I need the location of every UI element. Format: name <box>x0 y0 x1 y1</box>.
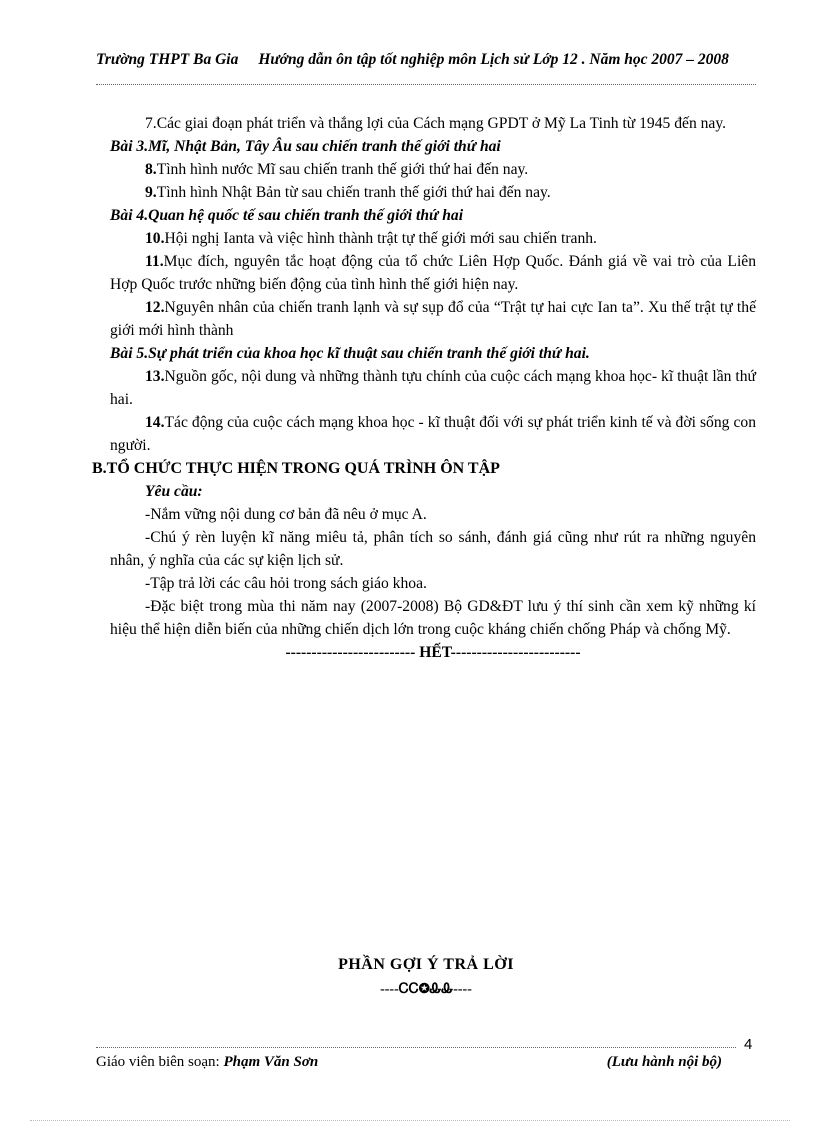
document-body <box>92 112 756 680</box>
requirement-point: -Nắm vững nội dung cơ bản đã nêu ở mục A. <box>145 506 427 523</box>
requirement-label: Yêu cầu: <box>145 483 203 500</box>
author-name: Phạm Văn Sơn <box>223 1054 319 1070</box>
ornament-divider: ----ᏟᏟ✪ᎲᎲ---- <box>380 982 472 997</box>
circulation-note: (Lưu hành nội bộ) <box>606 1054 722 1070</box>
author-label: Giáo viên biên soạn: <box>96 1054 220 1070</box>
question-item: 10.Hội nghị Ianta và việc hình thành trật tự thế giới mới sau chiến tranh. <box>145 230 597 247</box>
requirement-point: -Đặc biệt trong mùa thi năm nay (2007-2008) Bộ GD&ĐT lưu ý thí sinh cần xem kỹ những kí hiệu thể hiện diễn biến của những chiến dịch lớn trong cuộc kháng chiến chống Pháp và chống Mỹ. <box>110 598 756 638</box>
footer-divider <box>96 1047 736 1048</box>
answer-section-title: PHẦN GỢI Ý TRẢ LỜI <box>338 956 514 973</box>
question-item: 8.Tình hình nước Mĩ sau chiến tranh thế giới thứ hai đến nay. <box>145 161 529 178</box>
lesson-heading: Bài 3.Mĩ, Nhật Bản, Tây Âu sau chiến tranh thế giới thứ hai <box>110 138 501 155</box>
question-item: 14.Tác động của cuộc cách mạng khoa học - kĩ thuật đối với sự phát triển kinh tế và đời sống con người. <box>110 414 756 454</box>
requirement-point: -Tập trả lời các câu hỏi trong sách giáo khoa. <box>145 575 427 592</box>
question-item: 9.Tình hình Nhật Bản từ sau chiến tranh thế giới thứ hai đến nay. <box>145 184 551 201</box>
requirement-point: -Chú ý rèn luyện kĩ năng miêu tả, phân tích so sánh, đánh giá cũng như rút ra những nguyên nhân, ý nghĩa của các sự kiện lịch sử. <box>110 529 756 569</box>
header-divider <box>96 84 756 85</box>
question-item: 7.Các giai đoạn phát triển và thắng lợi của Cách mạng GPDT ở Mỹ La Tinh từ 1945 đến nay. <box>145 115 727 132</box>
question-item: 11.Mục đích, nguyên tắc hoạt động của tổ chức Liên Hợp Quốc. Đánh giá về vai trò của Liên Hợp Quốc trước những biến động của tình hình thế giới hiện nay. <box>110 253 756 293</box>
question-item: 12.Nguyên nhân của chiến tranh lạnh và sự sụp đổ của “Trật tự hai cực Ian ta”. Xu thế trật tự thế giới mới hình thành <box>110 299 756 339</box>
lesson-heading: Bài 4.Quan hệ quốc tế sau chiến tranh thế giới thứ hai <box>110 207 464 224</box>
lesson-heading: Bài 5.Sự phát triển của khoa học kĩ thuật sau chiến tranh thế giới thứ hai. <box>110 345 590 362</box>
header-subject: Hướng dẫn ôn tập tốt nghiệp môn Lịch sử Lớp 12 . Năm học 2007 – 2008 <box>258 51 729 68</box>
page-number: 4 <box>744 1036 753 1053</box>
section-b-title: B.TỔ CHỨC THỰC HIỆN TRONG QUÁ TRÌNH ÔN TẬP <box>92 460 500 477</box>
question-item: 13.Nguồn gốc, nội dung và những thành tựu chính của cuộc cách mạng khoa học- kĩ thuật lần thứ hai. <box>110 368 756 408</box>
page-footer <box>96 1054 722 1071</box>
page-edge-divider <box>30 1120 790 1121</box>
page-header <box>96 51 756 69</box>
school-name: Trường THPT Ba Gia <box>96 51 239 68</box>
end-marker: ------------------------- HẾT------------------------- <box>285 644 581 661</box>
